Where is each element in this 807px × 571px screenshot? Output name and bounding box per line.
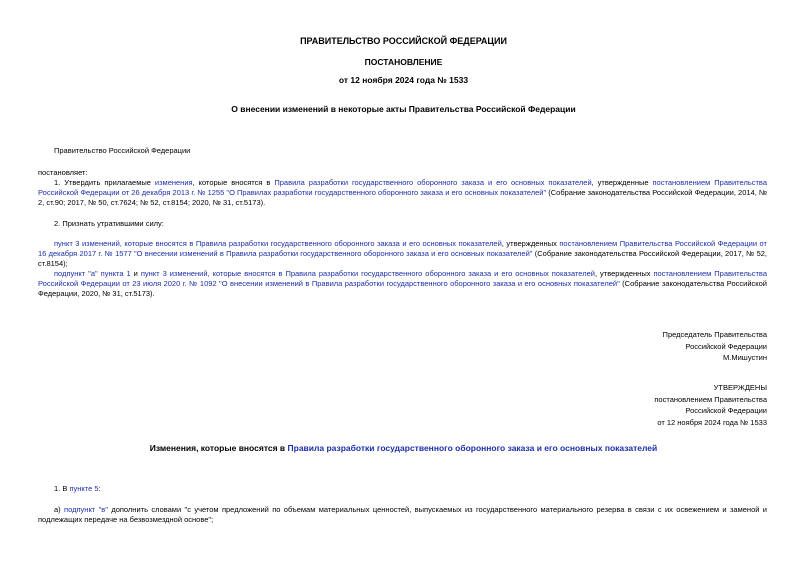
link-resolution-1577[interactable]: постановлением Правительства Российской Федерации от 16 декабря 2017 г. № 1577 "О внесении изменений в Правила разработки государственного оборонного заказа и его основных показателей" [38,239,767,258]
signature-name: М.Мишустин [723,353,767,362]
link-subpoint-a-point-1[interactable]: подпункт "а" пункта 1 [54,269,131,278]
link-point-5[interactable]: пункте 5 [69,484,99,493]
changes-p2-text-b: дополнить словами "с учетом предложений по объемам материальных ценностей, выпускаемых из государственного материального резерва в связи с их освежением и заменой и подлежащих передаче на безвозмездной основе"; [38,505,767,524]
paragraph-item-2: 2. Признать утратившими силу: [54,219,164,228]
document-date-number: от 12 ноября 2024 года № 1533 [338,75,469,85]
item-1-text-a: 1. Утвердить прилагаемые [54,178,155,187]
approval-block [654,382,767,428]
signature-country: Российской Федерации [685,341,767,351]
approval-resolution: постановлением Правительства [654,394,767,404]
changes-p1-text-a: 1. В [54,484,70,493]
link-point-3-changes-2020[interactable]: пункт 3 изменений, которые вносятся в Правила разработки государственного оборонного заказа и его основных показателей [140,269,595,278]
resolves-text: постановляет: [38,168,88,177]
changes-paragraph-1 [54,484,101,494]
subject-text: Правительство Российской Федерации [54,146,191,155]
link-point-3-changes-2017[interactable]: пункт 3 изменений, которые вносятся в Правила разработки государственного оборонного заказа и его основных показателей [54,239,502,248]
item-2b-text-a: и [130,269,141,278]
approval-country: Российской Федерации [685,406,767,415]
item-2a-text-a: , утвержденных [501,239,560,248]
changes-p1-text-b: : [98,484,101,493]
changes-title-text: Изменения, которые вносятся в [149,443,288,453]
changes-title [0,443,807,453]
document-title: О внесении изменений в некоторые акты Правительства Российской Федерации [231,104,576,114]
link-changes[interactable]: изменения [154,178,193,187]
document-type: ПОСТАНОВЛЕНИЕ [364,57,443,67]
paragraph-item-2a [38,239,767,269]
link-rules[interactable]: Правила разработки государственного оборонного заказа и его основных показателей [274,178,592,187]
changes-p2-text-a: а) [54,505,65,514]
link-subpoint-v[interactable]: подпункт "в" [64,505,108,514]
paragraph-item-1 [38,178,767,208]
link-resolution-1255[interactable]: постановлением Правительства Российской Федерации от 26 декабря 2013 г. № 1255 "О Правилах разработки государственного оборонного заказа и его основных показателей" [38,178,767,197]
item-1-text-b: , которые вносятся в [192,178,275,187]
signature-position: Председатель Правительства [662,330,767,339]
signature-block [663,329,767,364]
approval-title: УТВЕРЖДЕНЫ [713,383,767,392]
item-2b-text-b: , утвержденных [594,269,654,278]
approval-date: от 12 ноября 2024 года № 1533 [657,417,767,427]
paragraph-item-2b [38,269,767,299]
link-rules-title[interactable]: Правила разработки государственного оборонного заказа и его основных показателей [287,443,658,453]
item-1-text-d: (Собрание законодательства Российской Федерации, 2014, № 2, ст.90; 2017, № 50, ст.7624; № 52, ст.8154; 2020, № 31, ст.5173). [38,188,767,207]
item-1-text-c: , утвержденные [591,178,653,187]
changes-paragraph-2 [38,505,767,525]
link-resolution-1092[interactable]: постановлением Правительства Российской Федерации от 23 июля 2020 г. № 1092 "О внесении изменений в Правила разработки государственного оборонного заказа и его основных показателей" [38,269,767,288]
item-2b-text-c: (Собрание законодательства Российской Федерации, 2020, № 31, ст.5173). [38,279,767,298]
item-2a-text-b: (Собрание законодательства Российской Федерации, 2017, № 52, ст.8154); [38,249,767,268]
government-heading: ПРАВИТЕЛЬСТВО РОССИЙСКОЙ ФЕДЕРАЦИИ [300,36,507,46]
